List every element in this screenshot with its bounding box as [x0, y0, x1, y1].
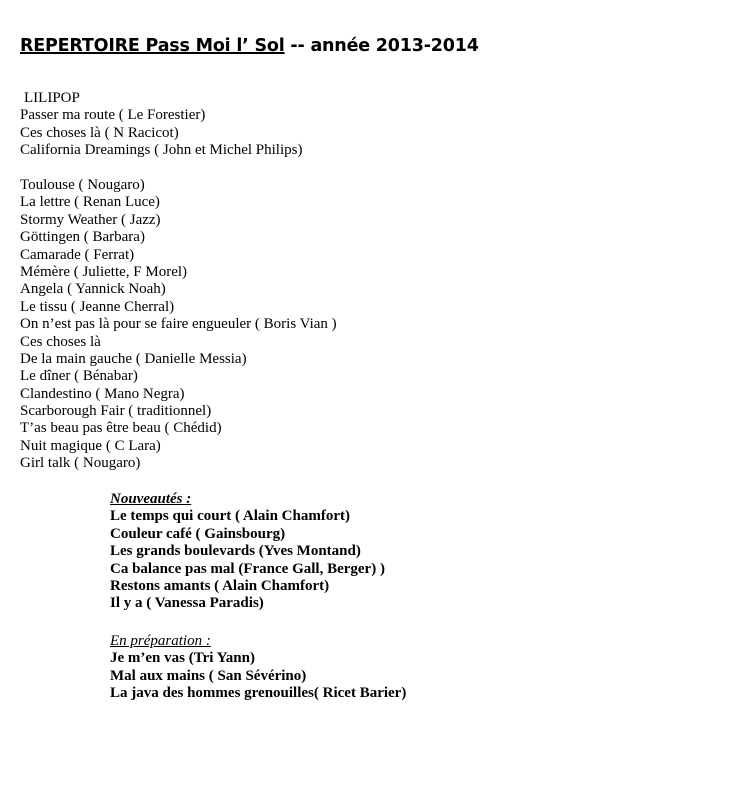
song-item: Ces choses là ( N Racicot) — [20, 124, 179, 141]
song-item: Clandestino ( Mano Negra) — [20, 385, 185, 402]
song-item: Nuit magique ( C Lara) — [20, 437, 161, 454]
prep-song-item: La java des hommes grenouilles( Ricet Barier) — [110, 685, 407, 702]
song-item: Angela ( Yannick Noah) — [20, 281, 166, 298]
nouveautes-section — [110, 491, 385, 613]
song-item: T’as beau pas être beau ( Chédid) — [20, 420, 222, 437]
song-item: Le dîner ( Bénabar) — [20, 368, 138, 385]
prep-song-item: Je m’en vas (Tri Yann) — [110, 650, 255, 667]
song-item: Göttingen ( Barbara) — [20, 229, 145, 246]
new-song-item: Ca balance pas mal (France Gall, Berger) ) — [110, 560, 385, 577]
song-item: Toulouse ( Nougaro) — [20, 177, 145, 193]
en-preparation-heading: En préparation : — [110, 633, 211, 649]
document-title — [20, 36, 479, 56]
song-item: California Dreamings ( John et Michel Philips) — [20, 142, 303, 159]
song-item: De la main gauche ( Danielle Messia) — [20, 350, 247, 367]
title-underlined-part: REPERTOIRE Pass Moi l’ Sol — [20, 36, 285, 56]
song-item: LILIPOP — [24, 90, 80, 106]
song-item: Girl talk ( Nougaro) — [20, 455, 141, 472]
song-item: Scarborough Fair ( traditionnel) — [20, 403, 212, 420]
song-item: Mémère ( Juliette, F Morel) — [20, 263, 188, 280]
new-song-item: Couleur café ( Gainsbourg) — [110, 525, 286, 542]
title-year-part: -- année 2013-2014 — [284, 36, 479, 56]
new-song-item: Restons amants ( Alain Chamfort) — [110, 577, 330, 594]
song-item: On n’est pas là pour se faire engueuler ( Boris Vian ) — [20, 316, 337, 333]
en-preparation-section — [110, 633, 406, 703]
prep-song-item: Mal aux mains ( San Sévérino) — [110, 667, 307, 684]
song-item: Passer ma route ( Le Forestier) — [20, 107, 206, 124]
song-item: Ces choses là — [20, 333, 101, 350]
nouveautes-heading: Nouveautés : — [110, 491, 192, 507]
song-item: Stormy Weather ( Jazz) — [20, 211, 161, 228]
song-list-first-group — [20, 90, 302, 160]
new-song-item: Les grands boulevards (Yves Montand) — [110, 543, 361, 560]
song-item: Camarade ( Ferrat) — [20, 246, 135, 263]
song-item: La lettre ( Renan Luce) — [20, 194, 160, 211]
song-item: Le tissu ( Jeanne Cherral) — [20, 298, 175, 315]
new-song-item: Le temps qui court ( Alain Chamfort) — [110, 508, 350, 525]
song-list-second-group — [20, 177, 337, 473]
new-song-item: Il y a ( Vanessa Paradis) — [110, 595, 264, 612]
